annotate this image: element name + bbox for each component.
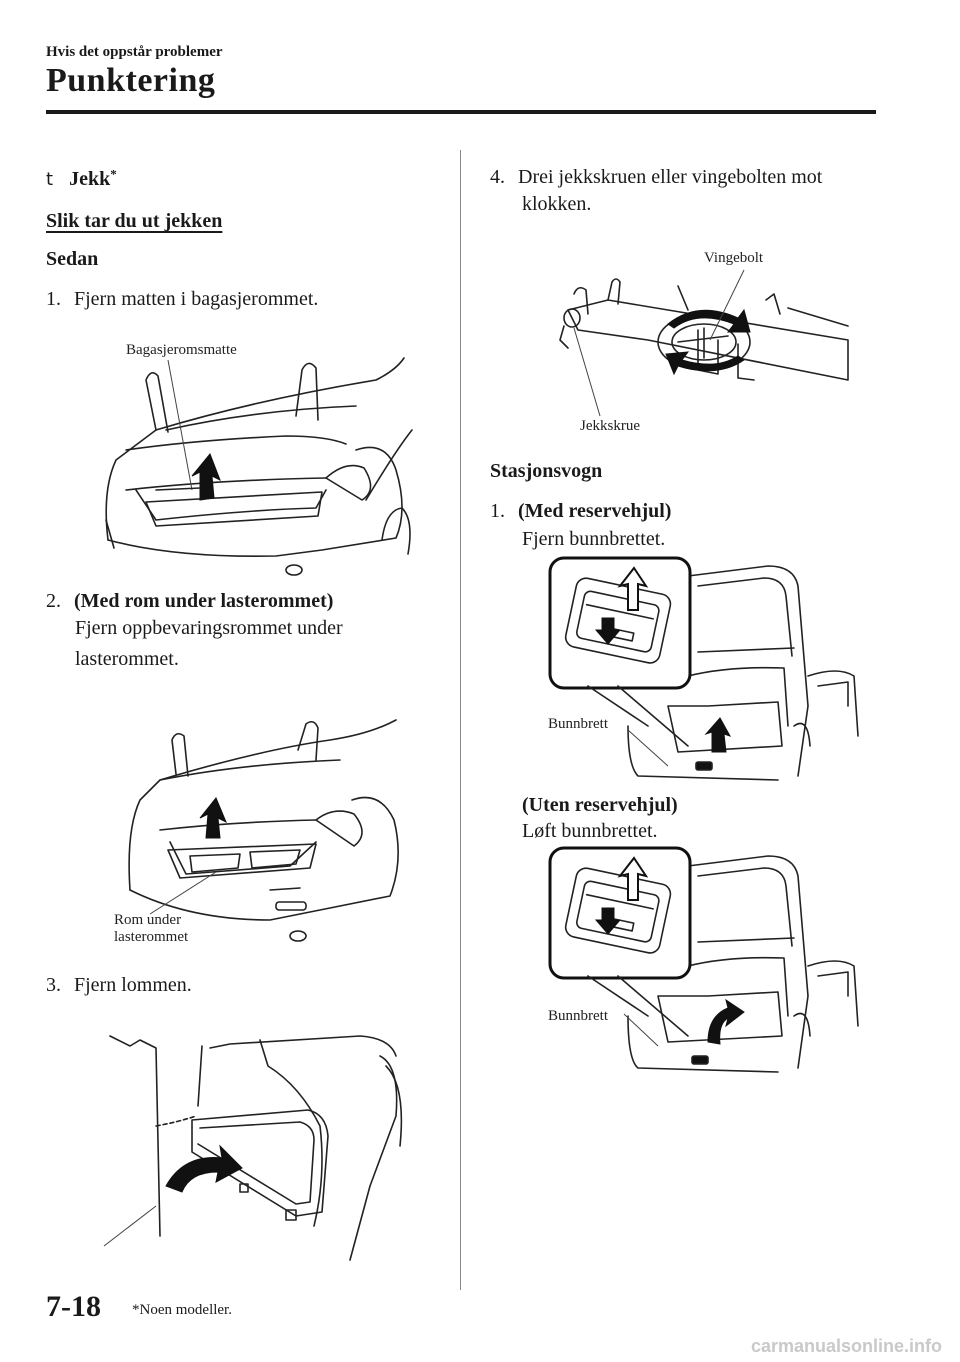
step-2 — [46, 588, 333, 615]
sedan-label: Sedan — [46, 248, 99, 270]
jekk-heading — [46, 166, 117, 193]
heading-text: Jekk — [69, 168, 111, 190]
jack-illustration — [548, 270, 858, 390]
sedan-trunk-illustration — [96, 340, 416, 580]
fig5-caption: Bunnbrett — [548, 716, 608, 732]
wagon-label: Stasjonsvogn — [490, 460, 603, 482]
fig4-caption-top: Vingebolt — [704, 250, 764, 266]
wagon-step-1 — [490, 498, 671, 525]
step-4-line1: Drei jekkskruen eller vingebolten mot — [518, 166, 823, 188]
step-1-text: Fjern matten i bagasjerommet. — [74, 288, 319, 310]
fig6-caption: Bunnbrett — [548, 1008, 608, 1024]
section-label: Hvis det oppstår problemer — [46, 44, 223, 60]
wagon-step-1-condition: (Med reservehjul) — [518, 500, 672, 522]
step-4-num: 4. — [490, 166, 505, 188]
pocket-illustration — [100, 1026, 410, 1260]
step-1 — [46, 286, 318, 313]
wagon-spare-illustration — [548, 556, 858, 784]
wagon-alt-text: Løft bunnbrettet. — [522, 820, 658, 842]
step-2-condition: (Med rom under lasterommet) — [74, 590, 334, 612]
step-3 — [46, 972, 192, 999]
header-rule — [46, 110, 876, 114]
wagon-alt-condition: (Uten reservehjul) — [522, 794, 678, 816]
step-2-line1: Fjern oppbevaringsrommet under — [75, 617, 343, 639]
step-2-line2: lasterommet. — [75, 648, 179, 670]
footnote: *Noen modeller. — [132, 1302, 232, 1318]
fig2-caption-line2: lasterommet — [114, 929, 189, 945]
step-1-num: 1. — [46, 288, 61, 310]
step-2-num: 2. — [46, 590, 61, 612]
section-marker: t — [46, 169, 54, 190]
fig2-caption-line1: Rom under — [114, 912, 182, 928]
heading-asterisk: * — [110, 166, 117, 182]
step-3-text: Fjern lommen. — [74, 974, 192, 996]
step-4-line2: klokken. — [522, 193, 592, 215]
column-divider — [460, 150, 461, 1290]
fig1-caption: Bagasjeromsmatte — [126, 342, 237, 358]
fig2-caption — [114, 912, 188, 946]
wagon-nospare-illustration — [548, 846, 858, 1078]
wagon-step-1-num: 1. — [490, 500, 505, 522]
page-title: Punktering — [46, 62, 216, 99]
page-number: 7-18 — [46, 1290, 101, 1323]
watermark: carmanualsonline.info — [750, 1336, 942, 1356]
subheading: Slik tar du ut jekken — [46, 210, 223, 232]
wagon-step-1-text: Fjern bunnbrettet. — [522, 528, 666, 550]
fig4-caption-bottom: Jekkskrue — [580, 418, 640, 434]
step-4 — [490, 164, 822, 191]
step-3-num: 3. — [46, 974, 61, 996]
